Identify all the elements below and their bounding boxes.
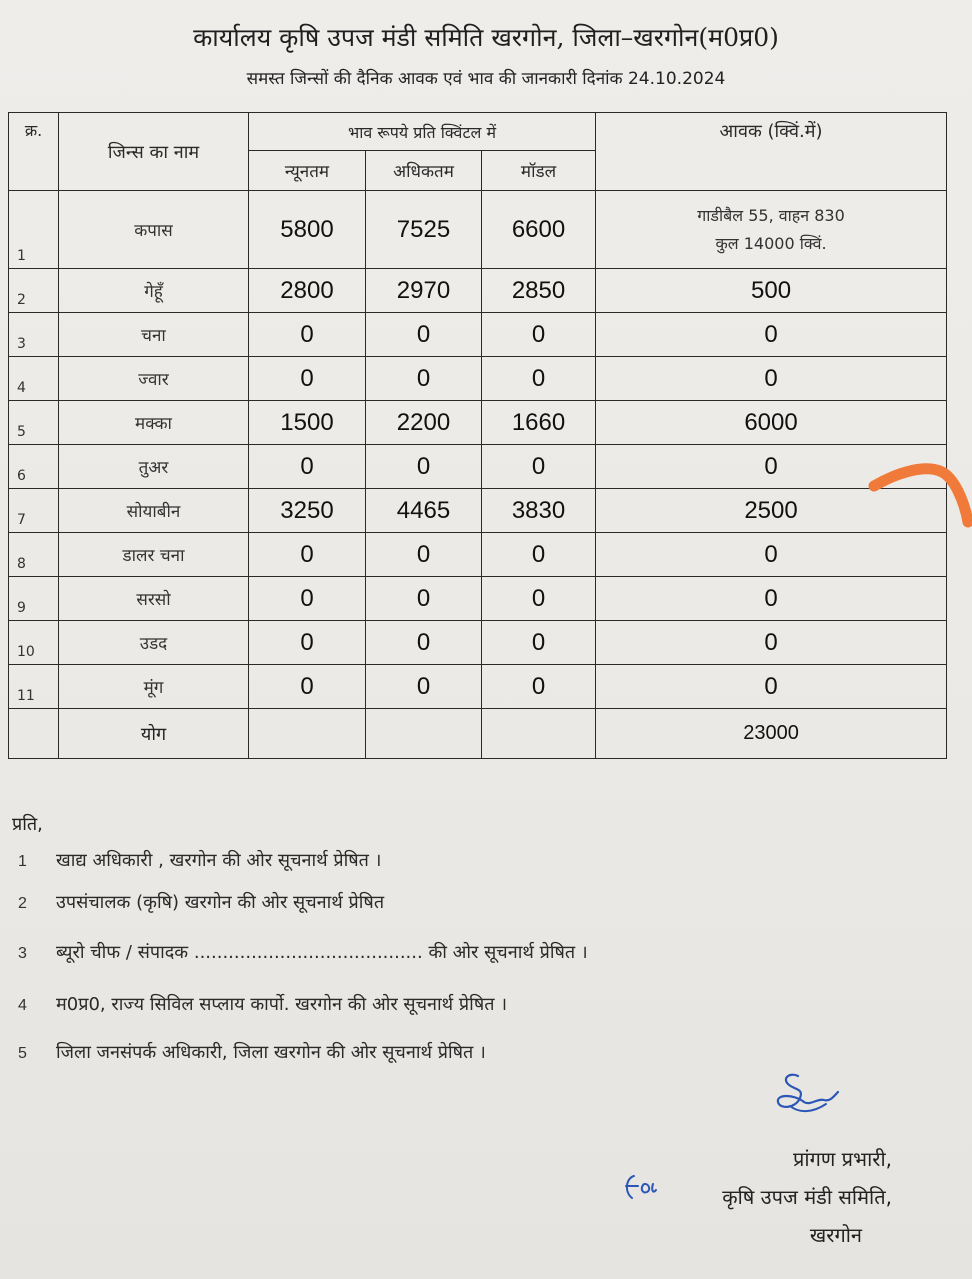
distribution-item (18, 848, 382, 872)
row-arrival: 0 (596, 665, 947, 709)
distribution-item-text: ब्यूरो चीफ / संपादक ........................................ की ओर सूचनार्थ प्रेषित । (56, 942, 588, 963)
table-row (9, 665, 947, 709)
row-sno: 11 (9, 665, 59, 709)
signatory-block (722, 1140, 892, 1254)
row-modal-price: 0 (482, 621, 596, 665)
row-arrival: 0 (596, 313, 947, 357)
col-header-price-group: भाव रूपये प्रति क्विंटल में (249, 113, 596, 151)
row-modal-price: 3830 (482, 489, 596, 533)
row-crop-name: सरसो (59, 577, 249, 621)
orange-highlight-stroke (868, 460, 972, 530)
row-arrival: 0 (596, 533, 947, 577)
table-row (9, 577, 947, 621)
col-header-name: जिन्स का नाम (59, 113, 249, 191)
row-arrival-note (596, 191, 947, 269)
row-arrival: 500 (596, 269, 947, 313)
table-row (9, 445, 947, 489)
row-min-price: 5800 (249, 191, 366, 269)
total-min-blank (249, 709, 366, 759)
row-min-price: 0 (249, 665, 366, 709)
row-sno: 3 (9, 313, 59, 357)
arrival-note-line2: कुल 14000 क्विं. (715, 233, 827, 253)
row-max-price: 0 (366, 533, 482, 577)
total-arrival: 23000 (596, 709, 947, 759)
table-row (9, 191, 947, 269)
table-row (9, 621, 947, 665)
row-arrival: 0 (596, 445, 947, 489)
distribution-item-number: 3 (18, 945, 27, 962)
row-min-price: 1500 (249, 401, 366, 445)
signatory-office: कृषि उपज मंडी समिति, (722, 1185, 892, 1209)
row-sno: 5 (9, 401, 59, 445)
row-max-price: 2970 (366, 269, 482, 313)
row-min-price: 0 (249, 533, 366, 577)
report-subtitle: समस्त जिन्सों की दैनिक आवक एवं भाव की जानकारी दिनांक 24.10.2024 (246, 69, 726, 89)
row-crop-name: डालर चना (59, 533, 249, 577)
row-min-price: 0 (249, 357, 366, 401)
row-modal-price: 1660 (482, 401, 596, 445)
row-max-price: 4465 (366, 489, 482, 533)
row-arrival: 0 (596, 621, 947, 665)
row-arrival: 0 (596, 577, 947, 621)
table-row (9, 489, 947, 533)
row-arrival: 0 (596, 357, 947, 401)
row-crop-name: तुअर (59, 445, 249, 489)
signatory-designation: प्रांगण प्रभारी, (793, 1147, 892, 1171)
row-max-price: 0 (366, 357, 482, 401)
distribution-heading: प्रति, (12, 814, 43, 835)
row-arrival: 2500 (596, 489, 947, 533)
total-row (9, 709, 947, 759)
total-sno-blank (9, 709, 59, 759)
row-max-price: 0 (366, 445, 482, 489)
row-modal-price: 6600 (482, 191, 596, 269)
distribution-item (18, 992, 507, 1016)
row-sno: 2 (9, 269, 59, 313)
row-max-price: 0 (366, 313, 482, 357)
row-sno: 4 (9, 357, 59, 401)
distribution-item-number: 2 (18, 895, 27, 912)
total-label: योग (59, 709, 249, 759)
row-max-price: 0 (366, 621, 482, 665)
col-header-arrival: आवक (क्विं.में) (596, 113, 947, 191)
row-min-price: 0 (249, 621, 366, 665)
row-max-price: 0 (366, 577, 482, 621)
row-crop-name: गेहूँ (59, 269, 249, 313)
rates-table (8, 112, 947, 759)
row-max-price: 2200 (366, 401, 482, 445)
col-header-min: न्यूनतम (249, 151, 366, 191)
row-max-price: 0 (366, 665, 482, 709)
table-row (9, 269, 947, 313)
col-header-sno: क्र. (9, 113, 59, 191)
row-modal-price: 2850 (482, 269, 596, 313)
table-row (9, 533, 947, 577)
row-min-price: 3250 (249, 489, 366, 533)
row-crop-name: मक्का (59, 401, 249, 445)
row-crop-name: सोयाबीन (59, 489, 249, 533)
table-row (9, 357, 947, 401)
row-modal-price: 0 (482, 357, 596, 401)
row-crop-name: ज्वार (59, 357, 249, 401)
distribution-item (18, 890, 384, 914)
distribution-item-text: जिला जनसंपर्क अधिकारी, जिला खरगोन की ओर सूचनार्थ प्रेषित । (56, 1042, 486, 1063)
distribution-item-text: म0प्र0, राज्य सिविल सप्लाय कार्पो. खरगोन की ओर सूचनार्थ प्रेषित । (56, 994, 508, 1015)
for-handwritten-mark (620, 1170, 678, 1204)
distribution-item-number: 1 (18, 853, 27, 870)
row-sno: 1 (9, 191, 59, 269)
arrival-note-line1: गाडीबैल 55, वाहन 830 (697, 205, 845, 225)
row-sno: 6 (9, 445, 59, 489)
row-sno: 9 (9, 577, 59, 621)
row-min-price: 0 (249, 445, 366, 489)
row-sno: 8 (9, 533, 59, 577)
row-max-price: 7525 (366, 191, 482, 269)
row-min-price: 0 (249, 313, 366, 357)
row-min-price: 2800 (249, 269, 366, 313)
signatory-place: खरगोन (809, 1223, 862, 1247)
total-modal-blank (482, 709, 596, 759)
row-min-price: 0 (249, 577, 366, 621)
table-row (9, 401, 947, 445)
total-max-blank (366, 709, 482, 759)
distribution-item-number: 5 (18, 1045, 27, 1062)
col-header-max: अधिकतम (366, 151, 482, 191)
row-modal-price: 0 (482, 665, 596, 709)
row-modal-price: 0 (482, 445, 596, 489)
row-modal-price: 0 (482, 533, 596, 577)
row-crop-name: मूंग (59, 665, 249, 709)
row-crop-name: उडद (59, 621, 249, 665)
office-title: कार्यालय कृषि उपज मंडी समिति खरगोन, जिला–खरगोन(म0प्र0) (193, 23, 779, 52)
handwritten-signature (760, 1068, 840, 1128)
distribution-item-text: खाद्य अधिकारी , खरगोन की ओर सूचनार्थ प्रेषित । (56, 850, 382, 871)
distribution-item-text: उपसंचालक (कृषि) खरगोन की ओर सूचनार्थ प्रेषित (56, 892, 385, 913)
row-modal-price: 0 (482, 313, 596, 357)
distribution-item (18, 1040, 486, 1064)
row-modal-price: 0 (482, 577, 596, 621)
row-sno: 10 (9, 621, 59, 665)
row-crop-name: चना (59, 313, 249, 357)
row-sno: 7 (9, 489, 59, 533)
row-crop-name: कपास (59, 191, 249, 269)
distribution-item-number: 4 (18, 997, 27, 1014)
table-row (9, 313, 947, 357)
distribution-item (18, 940, 588, 964)
row-arrival: 6000 (596, 401, 947, 445)
col-header-modal: मॉडल (482, 151, 596, 191)
